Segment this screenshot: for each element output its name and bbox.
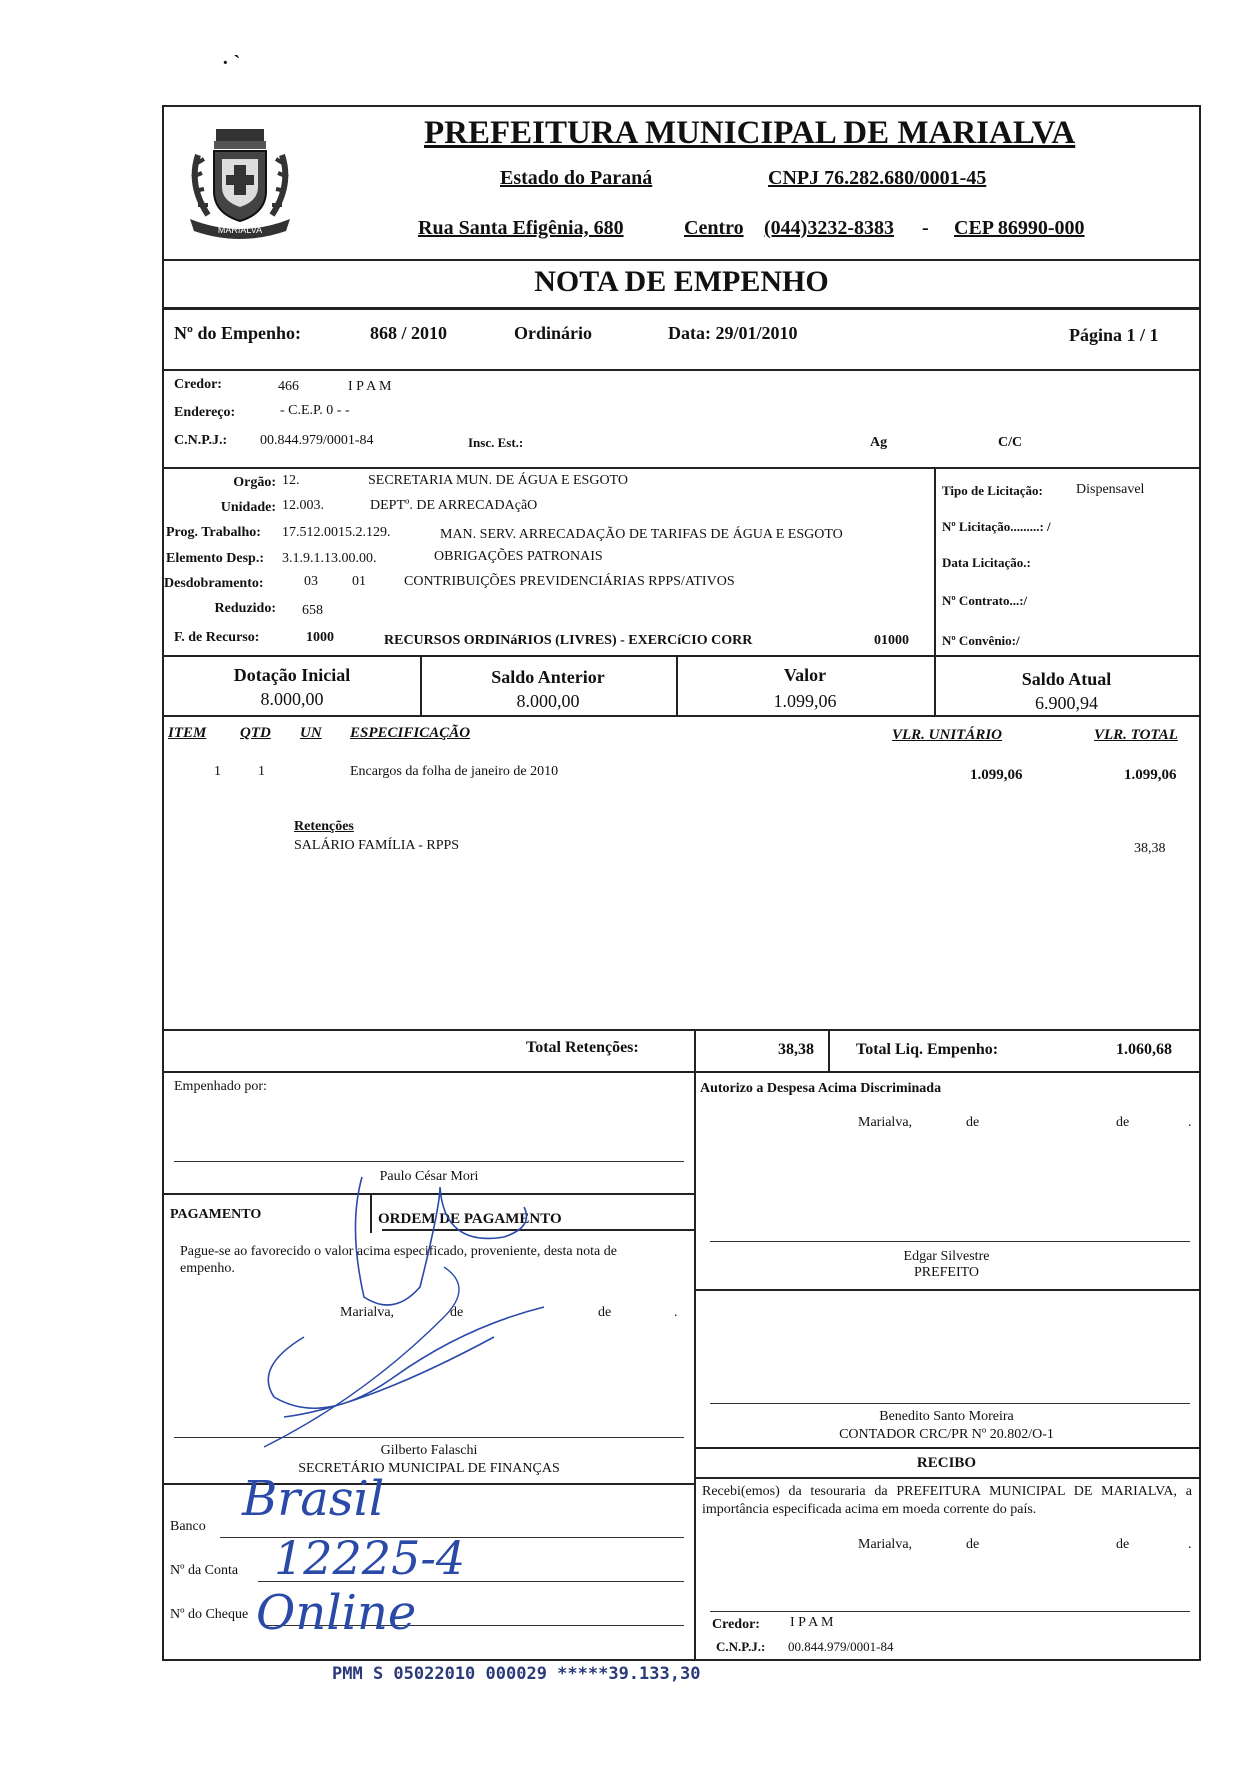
saldo-anterior-value: 8.000,00: [516, 691, 580, 711]
credor-cnpj: 00.844.979/0001-84: [260, 433, 374, 448]
conta-label: Nº da Conta: [170, 1563, 239, 1578]
recurso-num: 01000: [874, 633, 909, 648]
item-total-value: 1.099,06: [1124, 767, 1177, 783]
header-cep: CEP 86990-000: [954, 217, 1085, 239]
divider: [164, 467, 1199, 469]
valor-value: 1.099,06: [773, 691, 837, 711]
orgao-name: SECRETARIA MUN. DE ÁGUA E ESGOTO: [368, 473, 628, 488]
signature-line: [710, 1241, 1190, 1242]
orgao-code: 12.: [282, 473, 300, 488]
divider: [934, 467, 936, 655]
retencoes-title: Retenções: [294, 819, 354, 834]
numero-licitacao: Nº Licitação.........: /: [942, 519, 1051, 534]
recibo-de1: de: [966, 1537, 980, 1552]
desdobramento-label: Desdobramento:: [164, 576, 264, 591]
credor-label: Credor:: [174, 377, 222, 392]
dotacao-inicial-value: 8.000,00: [260, 689, 324, 709]
handwritten-account: 12225-4: [274, 1531, 466, 1585]
reduzido-value: 658: [302, 603, 323, 618]
signature-line: [710, 1611, 1190, 1612]
reduzido-label: Reduzido:: [214, 601, 276, 616]
signature-line: [710, 1403, 1190, 1404]
credor-name: I P A M: [348, 379, 392, 394]
empenhado-name: Paulo César Mori: [379, 1169, 479, 1184]
recurso-name: RECURSOS ORDINáRIOS (LIVRES) - EXERCíCIO CORR: [384, 633, 753, 648]
banco-label: Banco: [170, 1519, 206, 1534]
recibo-city: Marialva,: [858, 1537, 913, 1552]
elemento-label: Elemento Desp.:: [166, 551, 264, 566]
retencao-value: 38,38: [1134, 841, 1166, 856]
pagamento-label: PAGAMENTO: [170, 1207, 262, 1222]
col-total-value: VLR. TOTAL: [1094, 727, 1178, 743]
autorizo-dot: .: [1188, 1115, 1192, 1130]
recurso-label: F. de Recurso:: [174, 630, 260, 645]
handwritten-cheque: Online: [256, 1585, 417, 1641]
recurso-code: 1000: [306, 630, 334, 645]
autorizo-label: Autorizo a Despesa Acima Discriminada: [700, 1081, 942, 1096]
pagamento-de2: de: [598, 1305, 612, 1320]
prefeito-role: PREFEITO: [913, 1265, 980, 1280]
valor-label: Valor: [783, 665, 827, 685]
page-title: PREFEITURA MUNICIPAL DE MARIALVA: [424, 115, 1076, 151]
total-retencoes-value: 38,38: [778, 1041, 814, 1058]
total-retencoes-label: Total Retenções:: [526, 1039, 639, 1056]
credor-code: 466: [278, 379, 299, 394]
recibo-credor: I P A M: [790, 1615, 834, 1630]
cheque-label: Nº do Cheque: [170, 1607, 249, 1622]
ordem-pagamento-title: ORDEM DE PAGAMENTO: [378, 1211, 562, 1227]
col-un: UN: [300, 725, 322, 741]
divider: [164, 715, 1199, 717]
divider: [828, 1029, 830, 1071]
signature-line: [174, 1161, 684, 1162]
item-unit-value: 1.099,06: [970, 767, 1023, 783]
bank-stamp: PMM S 05022010 000029 *****39.133,30: [332, 1664, 701, 1684]
state-name: Estado do Paraná: [500, 167, 653, 189]
coat-of-arms-logo: [180, 115, 300, 243]
handwritten-bank: Brasil: [242, 1471, 385, 1527]
recibo-dot: .: [1188, 1537, 1192, 1552]
page-number: Página 1 / 1: [1069, 325, 1159, 345]
header-phone: (044)3232-8383: [764, 217, 894, 239]
address-label: Endereço:: [174, 405, 236, 420]
credor-address: - C.E.P. 0 - -: [280, 403, 350, 418]
pagamento-role: SECRETÁRIO MUNICIPAL DE FINANÇAS: [298, 1461, 560, 1476]
prefeito-name: Edgar Silvestre: [903, 1249, 990, 1264]
recibo-title: RECIBO: [916, 1455, 977, 1471]
tipo-licitacao-value: Dispensavel: [1076, 482, 1145, 497]
divider: [164, 369, 1199, 371]
col-spec: ESPECIFICAÇÃO: [350, 725, 471, 741]
unidade-label: Unidade:: [220, 500, 276, 515]
elemento-name: OBRIGAÇÕES PATRONAIS: [434, 549, 603, 564]
cnpj-label: C.N.P.J.:: [174, 433, 228, 448]
pagamento-dot: .: [674, 1305, 678, 1320]
orgao-label: Orgão:: [233, 475, 276, 490]
total-liq-label: Total Liq. Empenho:: [856, 1041, 999, 1058]
recibo-text: Recebi(emos) da tesouraria da PREFEITURA MUNICIPAL DE MARIALVA, a importância especificada acima em moeda corrente do país.: [702, 1484, 1192, 1517]
divider: [694, 1029, 696, 1071]
empenho-number-label: Nº do Empenho:: [174, 323, 301, 343]
pagamento-signer: Gilberto Falaschi: [380, 1443, 478, 1458]
pagamento-de1: de: [450, 1305, 464, 1320]
divider: [164, 1071, 1199, 1073]
saldo-atual-value: 6.900,94: [1035, 693, 1098, 713]
logo-text: MARIALVA: [217, 225, 263, 235]
prog-code: 17.512.0015.2.129.: [282, 525, 391, 540]
pagamento-city: Marialva,: [340, 1305, 395, 1320]
saldo-atual-label: Saldo Atual: [1021, 669, 1112, 689]
divider: [694, 1071, 696, 1659]
empenho-date: Data: 29/01/2010: [668, 323, 798, 343]
recibo-de2: de: [1116, 1537, 1130, 1552]
recibo-cnpj: 00.844.979/0001-84: [788, 1639, 894, 1654]
divider: [164, 655, 1199, 657]
prog-name: MAN. SERV. ARRECADAÇÃO DE TARIFAS DE ÁGUA E ESGOTO: [440, 527, 843, 542]
item-qtd: 1: [258, 764, 265, 779]
top-marks: · ˋ: [222, 52, 241, 74]
document-sheet: [162, 105, 1201, 1661]
divider: [694, 1477, 1199, 1479]
recibo-cnpj-label: C.N.P.J.:: [716, 1639, 766, 1654]
unidade-code: 12.003.: [282, 498, 324, 513]
contador-role: CONTADOR CRC/PR Nº 20.802/O-1: [839, 1427, 1054, 1442]
empenhado-label: Empenhado por:: [174, 1079, 267, 1094]
elemento-code: 3.1.9.1.13.00.00.: [282, 551, 377, 566]
cc-label: C/C: [998, 435, 1023, 450]
empenho-number: 868 / 2010: [370, 323, 448, 343]
contador-name: Benedito Santo Moreira: [879, 1409, 1014, 1424]
divider: [164, 307, 1199, 310]
numero-convenio: Nº Convênio:/: [942, 633, 1020, 648]
signature-scribble: [244, 1167, 604, 1467]
desdobramento-b: 01: [352, 574, 366, 589]
total-liq-value: 1.060,68: [1116, 1041, 1172, 1058]
tipo-licitacao-label: Tipo de Licitação:: [942, 483, 1043, 498]
insc-label: Insc. Est.:: [468, 435, 524, 450]
document-title: NOTA DE EMPENHO: [534, 265, 829, 298]
autorizo-de2: de: [1116, 1115, 1130, 1130]
pagamento-text: Pague-se ao favorecido o valor acima especificado, proveniente, desta nota de empenho.: [180, 1244, 617, 1276]
col-qtd: QTD: [240, 725, 271, 741]
header-address: Rua Santa Efigênia, 680: [418, 217, 624, 239]
prog-label: Prog. Trabalho:: [166, 525, 261, 540]
header-district: Centro: [684, 217, 744, 239]
header-cnpj: CNPJ 76.282.680/0001-45: [768, 167, 987, 189]
divider: [164, 259, 1199, 261]
desdobramento-name: CONTRIBUIÇÕES PREVIDENCIÁRIAS RPPS/ATIVOS: [404, 574, 735, 589]
empenho-type: Ordinário: [514, 323, 593, 343]
dotacao-inicial-label: Dotação Inicial: [233, 665, 351, 685]
divider: [164, 1029, 1199, 1031]
recibo-credor-label: Credor:: [712, 1617, 760, 1632]
saldo-anterior-label: Saldo Anterior: [491, 667, 605, 687]
item-number: 1: [214, 764, 221, 779]
item-spec: Encargos da folha de janeiro de 2010: [350, 764, 559, 779]
divider: [694, 1289, 1199, 1291]
retencao-name: SALÁRIO FAMÍLIA - RPPS: [294, 838, 460, 853]
unidade-name: DEPTº. DE ARRECADAçãO: [370, 498, 538, 513]
col-item: ITEM: [168, 725, 207, 741]
autorizo-city: Marialva,: [858, 1115, 913, 1130]
header-separator: -: [922, 217, 929, 239]
autorizo-de1: de: [966, 1115, 980, 1130]
divider: [694, 1447, 1199, 1449]
col-unit-value: VLR. UNITÁRIO: [892, 727, 1003, 743]
data-licitacao: Data Licitação.:: [942, 555, 1031, 570]
ag-label: Ag: [870, 435, 888, 450]
numero-contrato: Nº Contrato...:/: [942, 593, 1028, 608]
desdobramento-a: 03: [304, 574, 318, 589]
